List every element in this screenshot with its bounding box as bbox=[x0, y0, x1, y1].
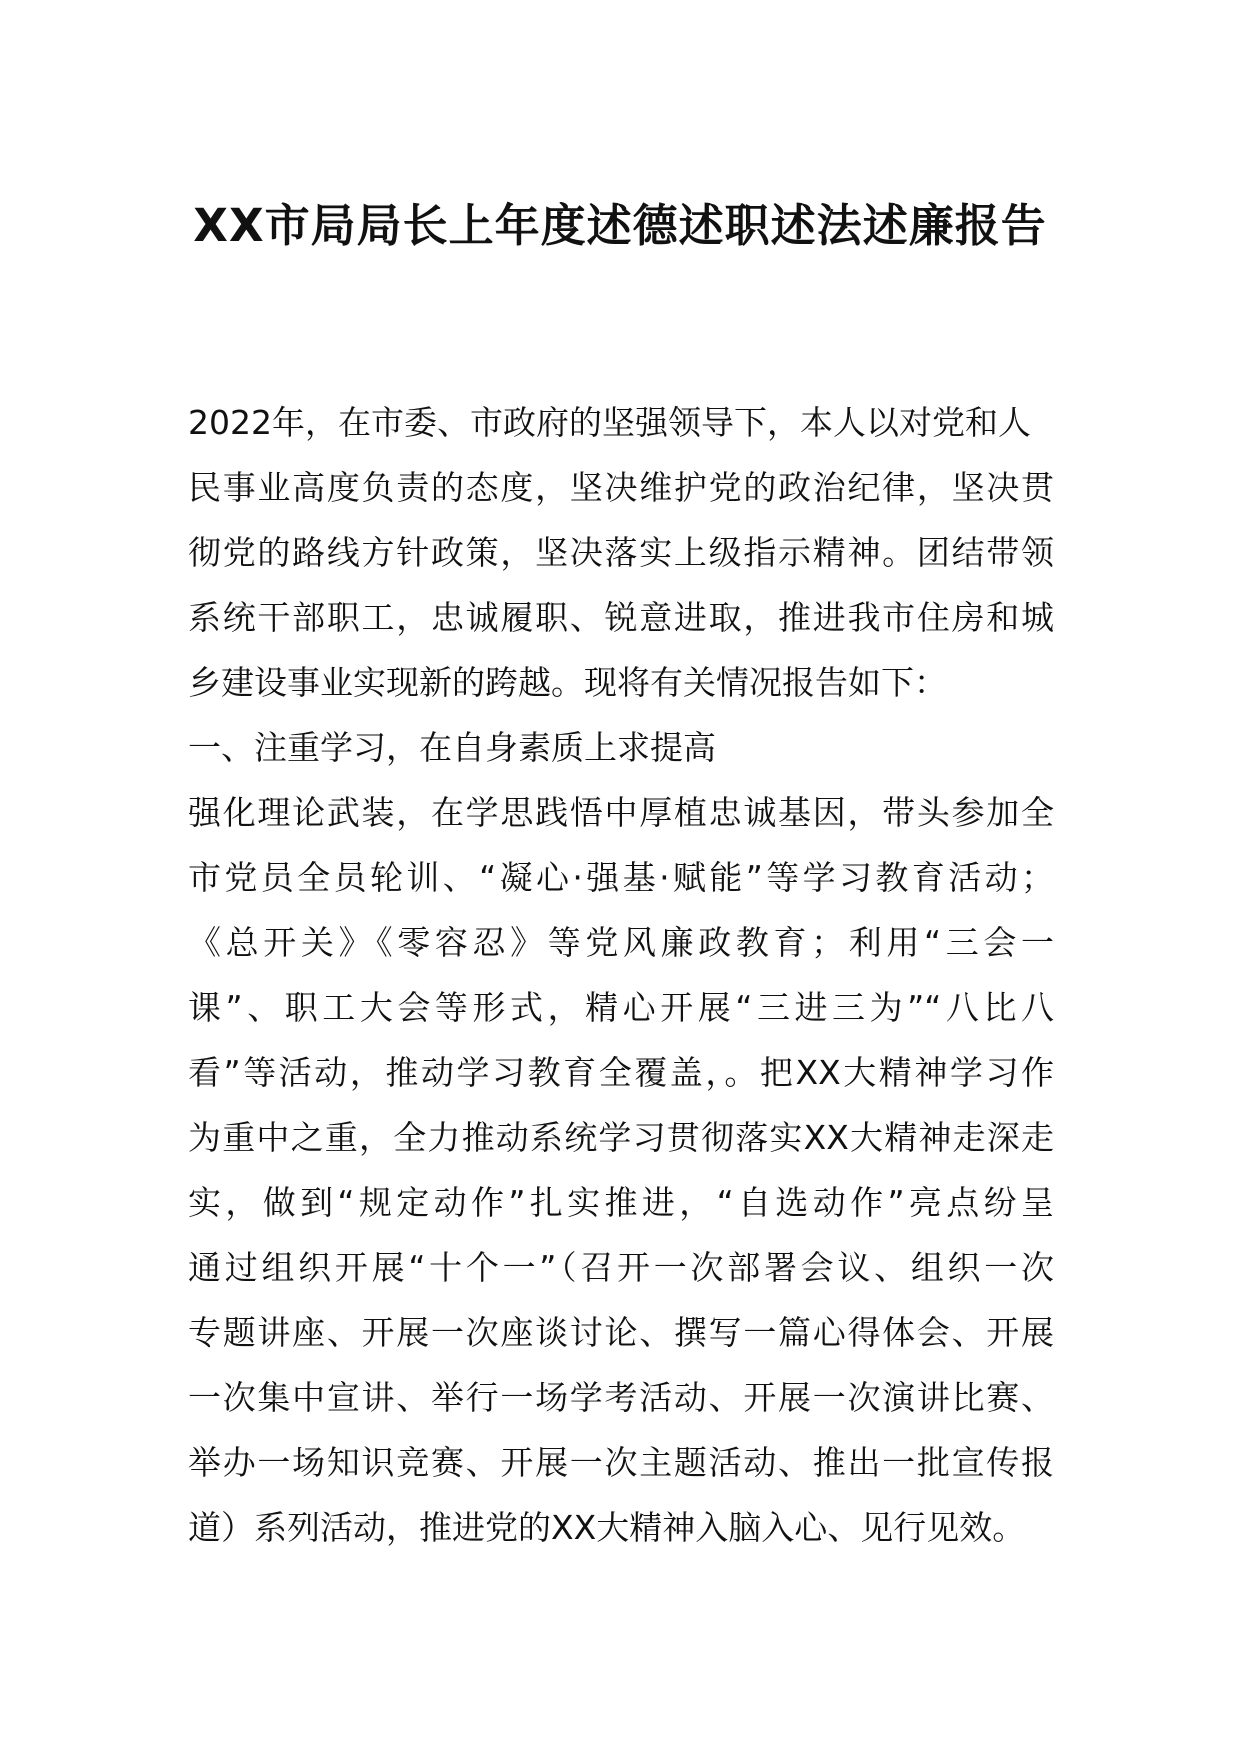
body-line: 看”等活动，推动学习教育全覆盖，。把XX大精神学习作 bbox=[188, 1053, 1054, 1092]
body-line: 系统干部职工，忠诚履职、锐意进取，推进我市住房和城 bbox=[188, 598, 1054, 637]
body-line: 《总开关》《零容忍》等党风廉政教育；利用“三会一 bbox=[188, 923, 1054, 962]
body-line: 民事业高度负责的态度，坚决维护党的政治纪律，坚决贯 bbox=[188, 468, 1054, 507]
body-line: 彻党的路线方针政策，坚决落实上级指示精神。团结带领 bbox=[188, 533, 1054, 572]
body-line: 举办一场知识竞赛、开展一次主题活动、推出一批宣传报 bbox=[188, 1443, 1054, 1482]
body-line: 市党员全员轮训、“凝心·强基·赋能”等学习教育活动； bbox=[188, 858, 1054, 897]
document-title: XX市局局长上年度述德述职述法述廉报告 bbox=[193, 199, 1047, 252]
body-line: 2022年，在市委、市政府的坚强领导下，本人以对党和人 bbox=[188, 403, 1031, 442]
body-line: 为重中之重，全力推动系统学习贯彻落实XX大精神走深走 bbox=[188, 1118, 1054, 1157]
body-line: 实，做到“规定动作”扎实推进，“自选动作”亮点纷呈 bbox=[188, 1183, 1054, 1222]
body-line: 通过组织开展“十个一”（召开一次部署会议、组织一次 bbox=[188, 1248, 1054, 1287]
body-line: 课”、职工大会等形式，精心开展“三进三为”“八比八 bbox=[188, 988, 1054, 1027]
body-line: 乡建设事业实现新的跨越。现将有关情况报告如下： bbox=[188, 663, 947, 702]
body-line: 道）系列活动，推进党的XX大精神入脑入心、见行见效。 bbox=[188, 1508, 1026, 1547]
document-body bbox=[188, 390, 1054, 1560]
section-heading: 一、注重学习，在自身素质上求提高 bbox=[188, 728, 716, 767]
body-line: 强化理论武装，在学思践悟中厚植忠诚基因，带头参加全 bbox=[188, 793, 1054, 832]
body-line: 一次集中宣讲、举行一场学考活动、开展一次演讲比赛、 bbox=[188, 1378, 1054, 1417]
body-line: 专题讲座、开展一次座谈讨论、撰写一篇心得体会、开展 bbox=[188, 1313, 1054, 1352]
